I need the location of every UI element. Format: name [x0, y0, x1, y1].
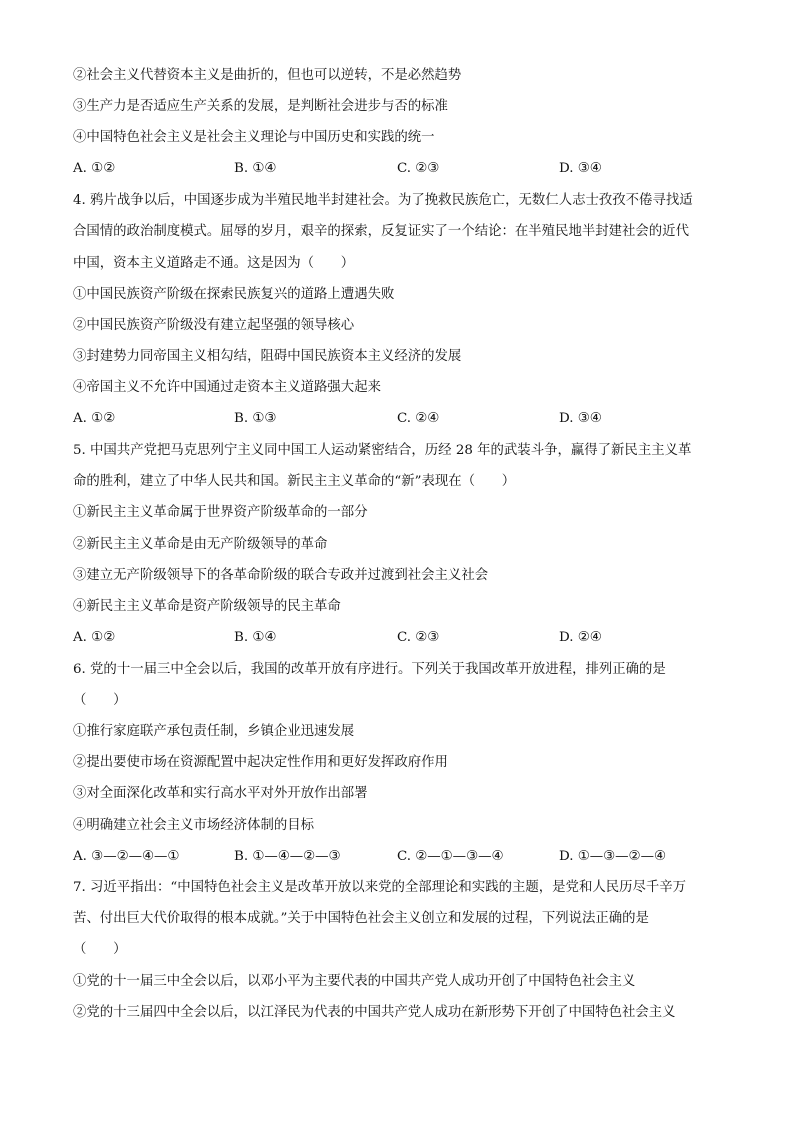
option-a: A. ①②: [73, 411, 116, 426]
option-a: A. ①②: [73, 161, 116, 176]
question-6-stem: 6. 党的十一届三中全会以后，我国的改革开放有序进行。下列关于我国改革开放进程，排列正确的是: [73, 662, 666, 677]
text-line: ①新民主主义革命属于世界资产阶级革命的一部分: [73, 505, 368, 520]
option-a: A. ①②: [73, 630, 116, 645]
text-line: ②提出要使市场在资源配置中起决定性作用和更好发挥政府作用: [73, 755, 448, 770]
text-line: ②新民主主义革命是由无产阶级领导的革命: [73, 537, 328, 552]
options-row-q4: [73, 410, 753, 428]
text-line: ②党的十三届四中全会以后，以江泽民为代表的中国共产党人成功在新形势下开创了中国特色社会主义: [73, 1005, 676, 1020]
option-b: B. ①③: [234, 411, 277, 426]
text-line: 命的胜利，建立了中华人民共和国。新民主主义革命的“新”表现在（ ）: [73, 474, 516, 489]
option-c: C. ②③: [397, 161, 440, 176]
text-line: （ ）: [73, 693, 127, 708]
option-b: B. ①④: [234, 630, 277, 645]
option-c: C. ②—①—③—④: [397, 849, 504, 864]
question-5-stem: 5. 中国共产党把马克思列宁主义同中国工人运动紧密结合，历经 28 年的武装斗争，赢得了新民主主义革: [73, 443, 692, 458]
text-line: ③建立无产阶级领导下的各革命阶级的联合专政并过渡到社会主义社会: [73, 568, 489, 583]
text-line: ④帝国主义不允许中国通过走资本主义道路强大起来: [73, 380, 381, 395]
text-line: ②中国民族资产阶级没有建立起坚强的领导核心: [73, 318, 355, 333]
options-row-q3: [73, 160, 753, 178]
text-line: 苦、付出巨大代价取得的根本成就。”关于中国特色社会主义创立和发展的过程，下列说法正确的是: [73, 911, 649, 926]
text-line: ③生产力是否适应生产关系的发展，是判断社会进步与否的标准: [73, 99, 448, 114]
option-b: B. ①④: [234, 161, 277, 176]
text-line: ④新民主主义革命是资产阶级领导的民主革命: [73, 599, 341, 614]
text-line: ③对全面深化改革和实行高水平对外开放作出部署: [73, 786, 368, 801]
option-c: C. ②③: [397, 630, 440, 645]
option-c: C. ②④: [397, 411, 440, 426]
text-line: ②社会主义代替资本主义是曲折的，但也可以逆转，不是必然趋势: [73, 68, 462, 83]
option-d: D. ③④: [559, 161, 602, 176]
option-d: D. ①—③—②—④: [559, 849, 666, 864]
option-a: A. ③—②—④—①: [73, 849, 180, 864]
option-d: D. ②④: [559, 630, 602, 645]
options-row-q6: [73, 848, 753, 866]
question-7-stem: 7. 习近平指出：“中国特色社会主义是改革开放以来党的全部理论和实践的主题，是党和人民历尽千辛万: [73, 880, 687, 895]
option-d: D. ③④: [559, 411, 602, 426]
text-line: ①党的十一届三中全会以后，以邓小平为主要代表的中国共产党人成功开创了中国特色社会主义: [73, 974, 636, 989]
text-line: ④中国特色社会主义是社会主义理论与中国历史和实践的统一: [73, 130, 435, 145]
question-4-stem: 4. 鸦片战争以后，中国逐步成为半殖民地半封建社会。为了挽救民族危亡，无数仁人志士孜孜不倦寻找适: [73, 193, 693, 208]
text-line: 中国，资本主义道路走不通。这是因为（ ）: [73, 256, 355, 271]
text-line: ①推行家庭联产承包责任制，乡镇企业迅速发展: [73, 724, 355, 739]
option-b: B. ①—④—②—③: [234, 849, 341, 864]
text-line: ④明确建立社会主义市场经济体制的目标: [73, 818, 315, 833]
options-row-q5: [73, 629, 753, 647]
text-line: 合国情的政治制度模式。屈辱的岁月，艰辛的探索，反复证实了一个结论：在半殖民地半封建社会的近代: [73, 224, 689, 239]
text-line: ①中国民族资产阶级在探索民族复兴的道路上遭遇失败: [73, 287, 395, 302]
text-line: ③封建势力同帝国主义相勾结，阻碍中国民族资本主义经济的发展: [73, 349, 462, 364]
text-line: （ ）: [73, 942, 127, 957]
